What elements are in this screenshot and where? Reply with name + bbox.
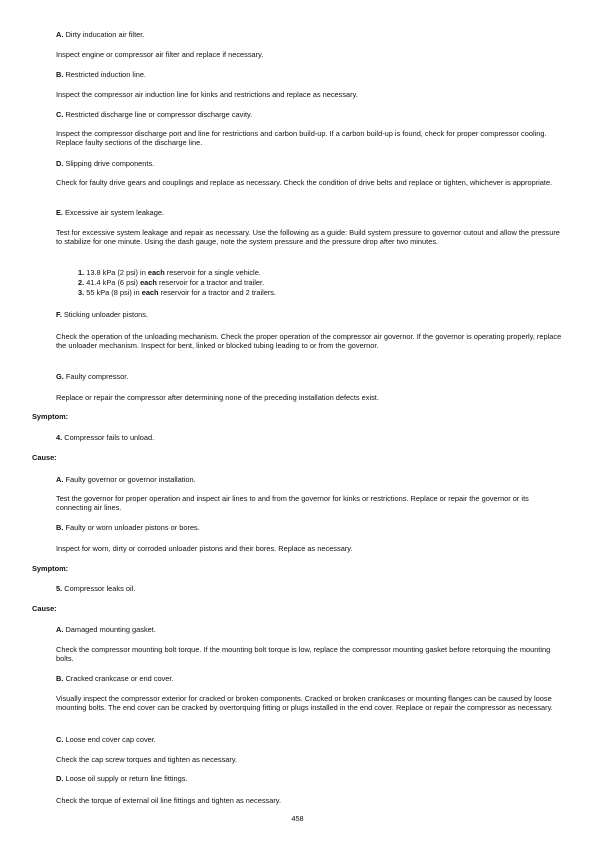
cause-5d-title: D. Loose oil supply or return line fittings.: [56, 774, 188, 783]
item-title: Sticking unloader pistons.: [63, 310, 149, 319]
cause-heading: Cause:: [32, 604, 57, 613]
cause-4b-body: Inspect for worn, dirty or corroded unloader pistons and their bores. Replace as necessary.: [56, 544, 353, 553]
list-item: 1. 13.8 kPa (2 psi) in each reservoir for a single vehicle.: [78, 268, 261, 277]
cause-5c-body: Check the cap screw torques and tighten as necessary.: [56, 755, 238, 764]
cause-d-body: Check for faulty drive gears and couplings and replace as necessary. Check the condition of drive belts and replace or tighten, whichever is appropriate.: [56, 178, 553, 187]
symptom-5: 5. Compressor leaks oil.: [56, 584, 136, 593]
cause-5c-title: C. Loose end cover cap cover.: [56, 735, 156, 744]
cause-e-title: [56, 208, 566, 217]
cause-a-title: [56, 30, 566, 39]
cause-4b-title: B. Faulty or worn unloader pistons or bores.: [56, 523, 200, 532]
cause-a-body: Inspect engine or compressor air filter and replace if necessary.: [56, 50, 264, 59]
cause-5a-body: Check the compressor mounting bolt torque. If the mounting bolt torque is low, replace the compressor mounting gasket before retorquing the mounting bolts.: [56, 645, 551, 664]
page-number: 458: [291, 814, 304, 823]
list-item: 2. 41.4 kPa (6 psi) each reservoir for a tractor and trailer.: [78, 278, 265, 287]
item-title: Dirty inducation air filter.: [65, 30, 145, 39]
item-label: C.: [56, 110, 64, 119]
item-label: G.: [56, 372, 64, 381]
item-title: Restricted induction line.: [65, 70, 146, 79]
cause-5b-title: B. Cracked crankcase or end cover.: [56, 674, 174, 683]
cause-heading: Cause:: [32, 453, 57, 462]
symptom-4: 4. Compressor fails to unload.: [56, 433, 155, 442]
item-title: Excessive air system leakage.: [65, 208, 165, 217]
cause-5d-body: Check the torque of external oil line fittings and tighten as necessary.: [56, 796, 281, 805]
cause-g-body: Replace or repair the compressor after determining none of the preceding installation defects exist.: [56, 393, 379, 402]
cause-c-body: Inspect the compressor discharge port and line for restrictions and carbon build-up. If a carbon build-up is found, check for proper compressor cooling. Replace faulty sections of the discharge line.: [56, 129, 547, 148]
symptom-heading: Symptom:: [32, 564, 69, 573]
item-label: E.: [56, 208, 63, 217]
item-title: Slipping drive components.: [65, 159, 155, 168]
cause-d-title: [56, 159, 566, 168]
cause-e-body: Test for excessive system leakage and repair as necessary. Use the following as a guide: Build system pressure to governor cutout and allow the pressure to stabilize for one minute. Using the dash gauge, note the system pressure and the pressure drop after two minutes.: [56, 228, 560, 247]
item-title: Faulty compressor.: [65, 372, 129, 381]
item-label: F.: [56, 310, 62, 319]
cause-4a-title: A. Faulty governor or governor installation.: [56, 475, 196, 484]
item-label: B.: [56, 70, 64, 79]
item-title: Restricted discharge line or compressor discharge cavity.: [65, 110, 253, 119]
symptom-heading: Symptom:: [32, 412, 69, 421]
item-label: A.: [56, 30, 64, 39]
cause-g-title: [56, 372, 566, 381]
cause-b-title: [56, 70, 566, 79]
list-item: 3. 55 kPa (8 psi) in each reservoir for a tractor and 2 trailers.: [78, 288, 277, 297]
cause-4a-body: Test the governor for proper operation and inspect air lines to and from the governor for kinks or restrictions. Replace or repair the governor or its connecting air lines.: [56, 494, 529, 513]
cause-f-title: [56, 310, 566, 319]
cause-5a-title: A. Damaged mounting gasket.: [56, 625, 156, 634]
item-label: D.: [56, 159, 64, 168]
cause-c-title: [56, 110, 566, 119]
cause-f-body: Check the operation of the unloading mechanism. Check the proper operation of the compressor air governor. If the governor is operating properly, replace the unloader mechanism. Inspect for bent, linked or blocked tubing leading to or from the governor.: [56, 332, 562, 351]
cause-b-body: Inspect the compressor air induction line for kinks and restrictions and replace as necessary.: [56, 90, 358, 99]
cause-5b-body: Visually inspect the compressor exterior for cracked or broken components. Cracked or broken crankcases or mounting flanges can be caused by loose mounting bolts. The end cover can be cracked by overtorquing fitting or plugs installed in the end cover. Replace or repair the compressor as necessary.: [56, 694, 553, 713]
